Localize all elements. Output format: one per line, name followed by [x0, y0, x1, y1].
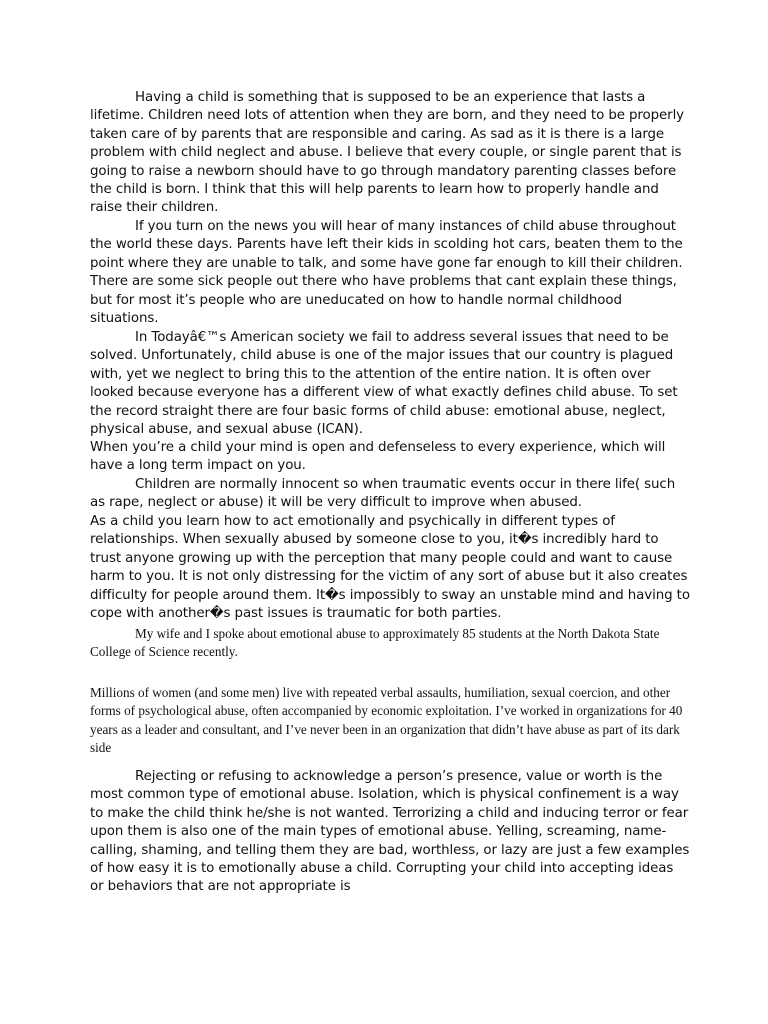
paragraph-innocent-children: Children are normally innocent so when traumatic events occur in there life( such as rape, neglect or abuse) it will be very difficult to improve when abused. — [90, 477, 676, 511]
paragraph-news-instances: If you turn on the news you will hear of many instances of child abuse throughout the world these days. Parents have left their kids in scolding hot cars, beaten them to the point where they are unable to talk, and some have gone far enough to kill their children. There are some sick people out there who have problems that cant explain these things, but for most it’s people who are uneducated on how to handle normal childhood situations. — [90, 219, 683, 327]
paragraph-relationships: As a child you learn how to act emotionally and psychically in different types of relationships. When sexually abused by someone close to you, it�s incredibly hard to trust anyone growing up with the perception that many people could and want to cause harm to you. It is not only distressing for the victim of any sort of abuse but it also creates difficulty for people around them. It�s impossibly to sway an unstable mind and having to cope with another�s past issues is traumatic for both parties. — [90, 514, 690, 622]
paragraph-wife-and-i: My wife and I spoke about emotional abuse to approximately 85 students at the North Dakota State College of Science recently. — [90, 626, 660, 660]
paragraph-millions-of-women: Millions of women (and some men) live with repeated verbal assaults, humiliation, sexual coercion, and other forms of psychological abuse, often accompanied by economic exploitation. I’ve worked in organizations for 40 years as a leader and consultant, and I’ve never been in an organization that didn’t have abuse as part of its dark side — [90, 685, 683, 755]
paragraph-having-a-child: Having a child is something that is supposed to be an experience that lasts a lifetime. Children need lots of attention when they are born, and they need to be properly taken care of by parents that are responsible and caring. As sad as it is there is a large problem with child neglect and abuse. I believe that every couple, or single parent that is going to raise a newborn should have to go through mandatory parenting classes before the child is born. I think that this will help parents to learn how to properly handle and raise their children. — [90, 90, 685, 216]
paragraph-emotional-abuse-types: Rejecting or refusing to acknowledge a person’s presence, value or worth is the most common type of emotional abuse. Isolation, which is physical confinement is a way to make the child think he/she is not wanted. Terrorizing a child and inducing terror or fear upon them is also one of the main types of emotional abuse. Yelling, screaming, name-calling, shaming, and telling them they are bad, worthless, or lazy are just a few examples of how easy it is to emotionally abuse a child. Corrupting your child into accepting ideas or behaviors that are not appropriate is — [90, 769, 690, 895]
paragraph-childs-mind: When you’re a child your mind is open and defenseless to every experience, which will have a long term impact on you. — [90, 440, 666, 474]
paragraph-american-society: In Todayâ€™s American society we fail to address several issues that need to be solved. Unfortunately, child abuse is one of the major issues that our country is plagued with, yet we neglect to bring this to the attention of the entire nation. It is often over looked because everyone has a different view of what exactly defines child abuse. To set the record straight there are four basic forms of child abuse: emotional abuse, neglect, physical abuse, and sexual abuse (ICAN). — [90, 330, 678, 438]
